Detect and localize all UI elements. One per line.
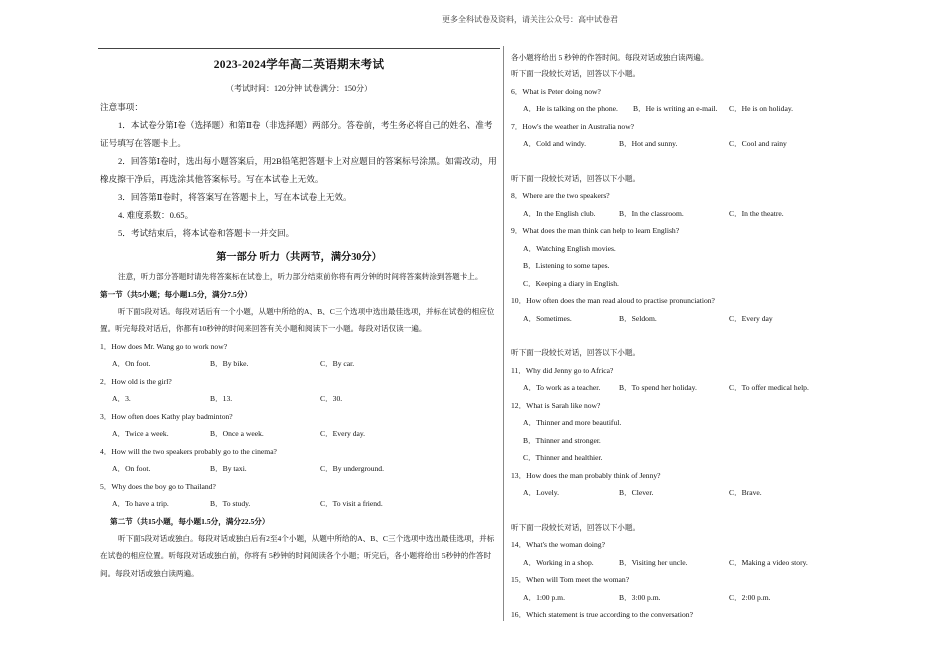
- options-10: [511, 310, 811, 328]
- option-b[interactable]: B．Listening to some tapes.: [523, 261, 610, 270]
- option-a[interactable]: A．Watching English movies.: [523, 243, 616, 253]
- option-a[interactable]: A．On foot.: [112, 359, 151, 368]
- question-15: 15．When will Tom meet the woman?: [511, 575, 630, 584]
- option-a[interactable]: A．Working in a shop.: [523, 557, 594, 567]
- question-4: 4．How will the two speakers probably go to the cinema?: [100, 446, 277, 456]
- question-8: 8．Where are the two speakers?: [511, 191, 610, 200]
- dialog-prompt: 听下面一段较长对话，回答以下小题。: [511, 522, 641, 532]
- options-13: [511, 484, 811, 502]
- left-column: [100, 50, 498, 582]
- notice-item: 4. 难度系数：0.65。: [118, 210, 194, 220]
- dialog-prompt: 听下面一段较长对话，回答以下小题。: [511, 69, 641, 78]
- header-note: 更多全科试卷及资料，请关注公众号：高中试卷君: [442, 15, 618, 24]
- options-3: [100, 425, 498, 443]
- question-12: 12．What is Sarah like now?: [511, 400, 601, 410]
- options-11: [511, 379, 811, 397]
- option-c[interactable]: C．Every day.: [320, 429, 366, 438]
- options-6: [511, 100, 811, 118]
- option-c[interactable]: C．In the theatre.: [729, 208, 784, 218]
- options-14: [511, 554, 811, 572]
- option-c[interactable]: C．By underground.: [320, 464, 384, 473]
- question-11: 11．Why did Jenny go to Africa?: [511, 365, 614, 375]
- option-b[interactable]: B．In the classroom.: [619, 208, 684, 218]
- option-b[interactable]: B．Visiting her uncle.: [619, 557, 688, 567]
- option-c[interactable]: C．He is on holiday.: [729, 104, 794, 113]
- options-15: [511, 589, 811, 607]
- options-8: [511, 205, 811, 223]
- option-b[interactable]: B．Seldom.: [619, 313, 657, 323]
- option-c[interactable]: C．Every day: [729, 313, 773, 323]
- option-b[interactable]: B．By taxi.: [210, 464, 247, 473]
- option-a[interactable]: A．Lovely.: [523, 488, 559, 497]
- question-7: 7．How's the weather in Australia now?: [511, 121, 635, 131]
- part1-title: 第一部分 听力（共两节，满分30分）: [216, 252, 382, 263]
- option-b[interactable]: B．3:00 p.m.: [619, 592, 661, 602]
- top-divider-line: [98, 48, 500, 49]
- option-c[interactable]: C．30.: [320, 394, 343, 403]
- notice-item: 5．考试结束后，将本试卷和答题卡一并交回。: [118, 228, 295, 238]
- question-16: 16．Which statement is true according to the conversation?: [511, 610, 693, 619]
- option-b[interactable]: B．To spend her holiday.: [619, 383, 697, 392]
- option-a[interactable]: A．Cold and windy.: [523, 139, 586, 148]
- dialog-prompt: 听下面一段较长对话，回答以下小题。: [511, 348, 641, 357]
- section2-directions: 听下面5段对话或独白。每段对话或独白后有2至4个小题，从题中所给的A、B、C三个选项中选出最佳选项，并标在试卷的相应位置。听每段对话或独白前，你将有 5秒钟的时间阅读各个小题；听完后，各小题将给出 5秒钟的作答时间。每段对话或独白读两遍。: [100, 533, 495, 578]
- question-10: 10．How often does the man read aloud to practise pronunciation?: [511, 296, 715, 305]
- section1-directions: 听下面5段对话。每段对话后有一个小题，从题中所给的A、B、C三个选项中选出最佳选项，并标在试卷的相应位置。听完每段对话后，你都有10秒钟的时间来回答有关小题和阅读下一小题。每段对话仅读一遍。: [100, 306, 495, 333]
- notice-item: 2．回答第Ⅰ卷时，选出每小题答案后，用2B铅笔把答题卡上对应题目的答案标号涂黑。如需改动，用橡皮擦干净后，再选涂其他答案标号。写在本试卷上无效。: [100, 156, 497, 184]
- question-5: 5．Why does the boy go to Thailand?: [100, 481, 216, 491]
- section2-directions-cont: 各小题将给出 5 秒钟的作答时间。每段对话或独白读两遍。: [511, 53, 709, 62]
- option-b[interactable]: B．Once a week.: [210, 429, 264, 438]
- option-b[interactable]: B．Thinner and stronger.: [523, 435, 601, 445]
- option-c[interactable]: C．To offer medical help.: [729, 383, 809, 392]
- exam-subtitle: （考试时间：120分钟 试卷满分：150分）: [226, 84, 372, 93]
- option-a[interactable]: A．He is talking on the phone.: [523, 104, 618, 113]
- option-b[interactable]: B．By bike.: [210, 359, 249, 368]
- question-2: 2．How old is the girl?: [100, 376, 172, 386]
- exam-title: 2023-2024学年高二英语期末考试: [213, 59, 385, 71]
- options-1: [100, 355, 498, 373]
- option-a[interactable]: A．3.: [112, 394, 131, 403]
- option-c[interactable]: C．Brave.: [729, 488, 762, 497]
- option-a[interactable]: A．Sometimes.: [523, 313, 572, 323]
- option-c[interactable]: C．To visit a friend.: [320, 499, 383, 508]
- section1-heading: 第一节（共5小题；每小题1.5分，满分7.5分）: [100, 289, 252, 299]
- option-a[interactable]: A．1:00 p.m.: [523, 592, 565, 602]
- question-3: 3．How often does Kathy play badminton?: [100, 411, 233, 421]
- option-a[interactable]: A．Thinner and more beautiful.: [523, 418, 622, 427]
- option-a[interactable]: A．In the English club.: [523, 208, 596, 218]
- notice-item: 1．本试卷分第Ⅰ卷（选择题）和第Ⅱ卷（非选择题）两部分。答卷前，考生务必将自己的姓名、准考证号填写在答题卡上。: [100, 120, 493, 148]
- option-a[interactable]: A．Twice a week.: [112, 429, 169, 438]
- options-4: [100, 460, 498, 478]
- option-c[interactable]: C．2:00 p.m.: [729, 592, 771, 602]
- dialog-prompt: 听下面一段较长对话，回答以下小题。: [511, 173, 641, 183]
- option-b[interactable]: B．Clever.: [619, 488, 654, 497]
- option-a[interactable]: A．To work as a teacher.: [523, 383, 601, 392]
- notice-heading: 注意事项：: [100, 102, 143, 112]
- part1-note: 注意，听力部分答题时请先将答案标在试卷上，听力部分结束前你将有两分钟的时间将答案转涂到答题卡上。: [118, 272, 483, 281]
- option-b[interactable]: B．13.: [210, 394, 233, 403]
- question-6: 6．What is Peter doing now?: [511, 86, 601, 96]
- question-9: 9．What does the man think can help to learn English?: [511, 226, 680, 235]
- option-b[interactable]: B．He is writing an e-mail.: [633, 104, 718, 113]
- option-b[interactable]: B．To study.: [210, 499, 251, 508]
- option-b[interactable]: B．Hot and sunny.: [619, 139, 678, 148]
- option-c[interactable]: C．Cool and rainy: [729, 139, 787, 148]
- notice-item: 3．回答第Ⅱ卷时，将答案写在答题卡上，写在本试卷上无效。: [118, 192, 352, 202]
- options-5: [100, 495, 498, 513]
- column-divider: [503, 46, 504, 621]
- option-c[interactable]: C．Thinner and healthier.: [523, 453, 603, 462]
- option-c[interactable]: C．Making a video story.: [729, 557, 808, 567]
- question-14: 14．What's the woman doing?: [511, 540, 605, 549]
- section2-heading: 第二节（共15小题，每小题1.5分，满分22.5分）: [110, 516, 270, 526]
- option-a[interactable]: A．On foot.: [112, 464, 151, 473]
- option-c[interactable]: C．Keeping a diary in English.: [523, 278, 619, 288]
- right-column: [511, 50, 811, 624]
- options-2: [100, 390, 498, 408]
- option-c[interactable]: C．By car.: [320, 359, 355, 368]
- options-7: [511, 135, 811, 153]
- question-13: 13．How does the man probably think of Jenny?: [511, 470, 661, 480]
- option-a[interactable]: A．To have a trip.: [112, 499, 169, 508]
- question-1: 1．How does Mr. Wang go to work now?: [100, 341, 228, 351]
